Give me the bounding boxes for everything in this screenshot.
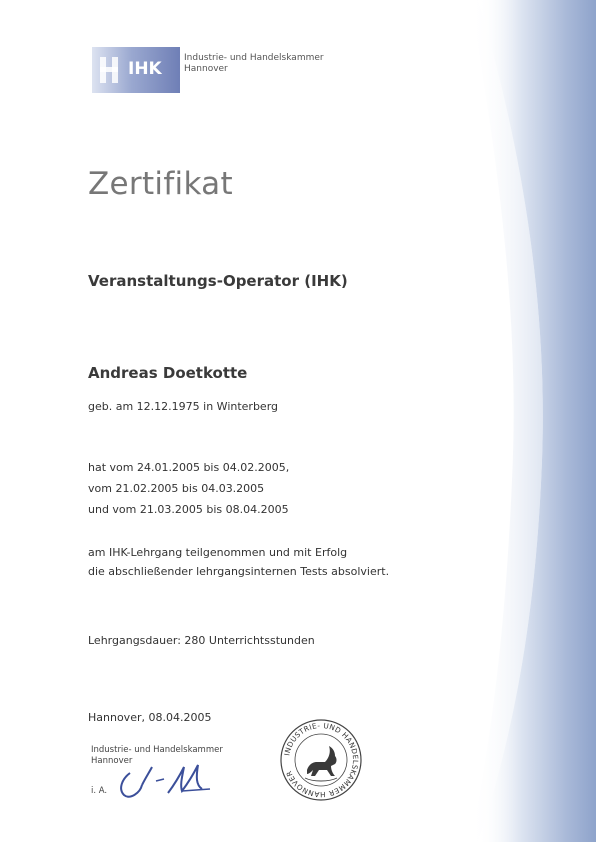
period-line-3: und vom 21.03.2005 bis 08.04.2005 [88, 503, 289, 516]
duration-line: Lehrgangsdauer: 280 Unterrichtsstunden [88, 634, 315, 647]
statement-line-1: am IHK-Lehrgang teilgenommen und mit Erfolg [88, 546, 348, 559]
seal-text: INDUSTRIE- UND HANDELSKAMMER HANNOVER [282, 720, 361, 800]
period-line-2: vom 21.02.2005 bis 04.03.2005 [88, 482, 265, 495]
sig-org-line-2: Hannover [91, 756, 133, 766]
statement-line-2: die abschließender lehrgangsinternen Tests absolviert. [88, 565, 390, 578]
signature-icon [112, 755, 222, 803]
birth-line: geb. am 12.12.1975 in Winterberg [88, 400, 279, 413]
sig-org-line-1: Industrie- und Handelskammer [91, 745, 223, 755]
logo-abbr: IHK [128, 59, 162, 79]
certificate-title: Zertifikat [88, 166, 233, 202]
recipient-name: Andreas Doetkotte [88, 364, 248, 382]
place-date: Hannover, 08.04.2005 [88, 711, 212, 724]
period-line-1: hat vom 24.01.2005 bis 04.02.2005, [88, 461, 290, 474]
logo-org-name [184, 53, 324, 75]
ihk-logo-icon [92, 47, 180, 93]
signature-ia: i. A. [91, 786, 108, 796]
logo-line-2: Hannover [184, 64, 228, 74]
course-name: Veranstaltungs-Operator (IHK) [88, 272, 348, 290]
ihk-logo [92, 47, 322, 93]
logo-line-1: Industrie- und Handelskammer [184, 53, 324, 63]
seal [279, 718, 363, 802]
